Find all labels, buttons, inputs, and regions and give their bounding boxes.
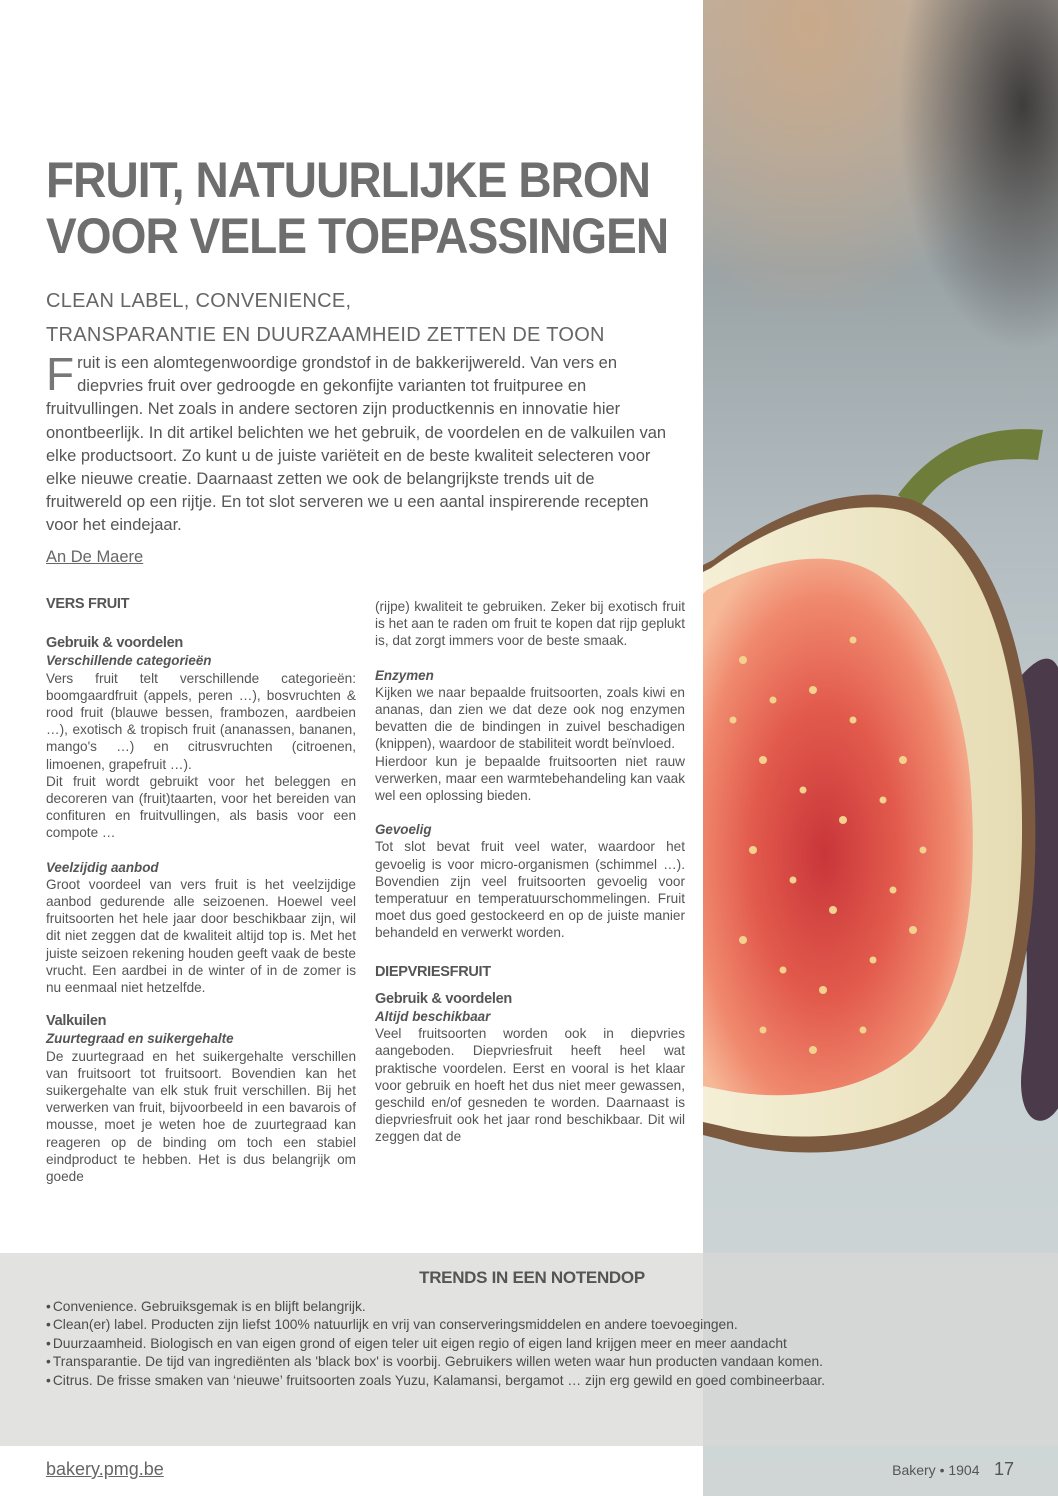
author-byline[interactable]: An De Maere xyxy=(46,548,144,566)
section-heading-vers-fruit: VERS FRUIT xyxy=(46,596,130,612)
subtitle-line-1: CLEAN LABEL, CONVENIENCE, xyxy=(46,290,352,312)
list-item: • Convenience. Gebruiksgemak is en blijft belangrijk. xyxy=(46,1298,825,1316)
title-line-1: FRUIT, NATUURLIJKE BRON xyxy=(46,152,651,208)
paragraph-aanbod: Groot voordeel van vers fruit is het veelzijdige aanbod gedurende alle seizoenen. Hoewel veel fruitsoorten het hele jaar door beschikbaar zijn, wil dit niet zeggen dat de kwaliteit altijd top is. Met het juiste seizoen rekening houden geeft vaak de beste vrucht. Een aardbei in de winter of in de zomer is nu eenmaal niet hetzelfde. xyxy=(46,876,356,996)
drop-cap: F xyxy=(46,348,75,400)
page-number: 17 xyxy=(993,1459,1014,1479)
trends-list xyxy=(46,1298,825,1390)
trends-box xyxy=(0,1253,1058,1446)
paragraph-beschikbaar: Veel fruitsoorten worden ook in diepvries aangeboden. Diepvriesfruit heeft heel wat praktische voordelen. Eerst en vooral is het klaar voor gebruik en hoeft het dus niet meer gewassen, geschild en/of gesneden te worden. Daarnaast is diepvriesfruit ook het jaar rond beschikbaar. Dit wil zeggen dat de xyxy=(375,1026,685,1145)
column-2 xyxy=(375,598,685,1146)
title-line-2: VOOR VELE TOEPASSINGEN xyxy=(46,208,669,264)
subheading-categorieen: Verschillende categorieën xyxy=(46,653,212,669)
subheading-beschikbaar: Altijd beschikbaar xyxy=(375,1009,491,1025)
magazine-issue: Bakery • 1904 xyxy=(892,1462,980,1478)
subheading-aanbod: Veelzijdig aanbod xyxy=(46,859,159,875)
website-link[interactable]: bakery.pmg.be xyxy=(46,1459,164,1479)
paragraph-enzymen-1: Kijken we naar bepaalde fruitsoorten, zoals kiwi en ananas, dan zien we dat deze ook nog enzymen bevatten die de bindingen in zuivel beschadigen (knippen), waardoor de stabiliteit wordt beïnvloed. xyxy=(375,684,685,752)
paragraph-enzymen-2: Hierdoor kun je bepaalde fruitsoorten niet rauw verwerken, maar een warmtebehandeling kan vaak wel een oplossing bieden. xyxy=(375,753,685,804)
article-title xyxy=(46,152,669,264)
heading-gebruik-voordelen: Gebruik & voordelen xyxy=(46,635,183,652)
subheading-zuurtegraad: Zuurtegraad en suikergehalte xyxy=(46,1031,234,1047)
article-subtitle xyxy=(46,284,696,352)
column-1 xyxy=(46,596,356,1185)
heading-valkuilen: Valkuilen xyxy=(46,1013,107,1030)
paragraph-rijpe: (rijpe) kwaliteit te gebruiken. Zeker bij exotisch fruit is het aan te raden om fruit te kopen dat rijp geplukt is, dat zorgt immers voor de beste smaak. xyxy=(375,599,685,649)
page-footer xyxy=(892,1459,1014,1480)
intro-paragraph xyxy=(46,348,674,538)
subheading-gevoelig: Gevoelig xyxy=(375,822,432,838)
list-item: • Clean(er) label. Producten zijn liefst 100% natuurlijk en vrij van conserveringsmiddelen en andere toevoegingen. xyxy=(46,1316,825,1334)
paragraph-zuurtegraad: De zuurtegraad en het suikergehalte verschillen van fruitsoort tot fruitsoort. Bovendien kan het suikergehalte van elk stuk fruit verschillen. Bij het verwerken van fruit, bijvoorbeeld in een bavarois of mousse, moet je weten hoe de zuurtegraad kan reageren op de binding om toch een stabiel eindproduct te hebben. Het is dus belangrijk om goede xyxy=(46,1048,356,1185)
subheading-enzymen: Enzymen xyxy=(375,667,434,683)
list-item: • Duurzaamheid. Biologisch en van eigen grond of eigen teler uit eigen regio of eigen land krijgen meer en meer aandacht xyxy=(46,1335,825,1353)
paragraph-categorieen: Vers fruit telt verschillende categorieën: boomgaardfruit (appels, peren …), bosvruchten & rood fruit (blauwe bessen, frambozen, aardbeien …), exotisch & tropisch fruit (ananassen, bananen, mango's …) en citrusvruchten (citroenen, limoenen, grapefruit …). xyxy=(46,670,356,772)
list-item: • Transparantie. De tijd van ingrediënten als 'black box' is voorbij. Gebruikers willen weten waar hun producten vandaan komen. xyxy=(46,1353,825,1371)
paragraph-gebruik: Dit fruit wordt gebruikt voor het beleggen en decoreren van (fruit)taarten, voor het bereiden van confituren en fruitvullingen, als basis voor een compote … xyxy=(46,773,356,841)
intro-text: ruit is een alomtegenwoordige grondstof in de bakkerijwereld. Van vers en diepvries fruit over gedroogde en gekonfijte varianten tot fruitpuree en fruitvullingen. Net zoals in andere sectoren zijn productkennis en innovatie hier onontbeerlijk. In dit artikel belichten we het gebruik, de voordelen en de valkuilen van elke productsoort. Zo kunt u de juiste variëteit en de beste kwaliteit selecteren voor elke nieuwe creatie. Daarnaast zetten we ook de belangrijkste trends uit de fruitwereld op een rijtje. En tot slot serveren we u een aantal inspirerende recepten voor het eindejaar. xyxy=(46,354,667,535)
section-heading-diepvriesfruit: DIEPVRIESFRUIT xyxy=(375,963,491,980)
trends-title: TRENDS IN EEN NOTENDOP xyxy=(419,1268,645,1287)
list-item: • Citrus. De frisse smaken van ‘nieuwe’ fruitsoorten zoals Yuzu, Kalamansi, bergamot … zijn erg gewild en goed combineerbaar. xyxy=(46,1372,825,1390)
paragraph-gevoelig: Tot slot bevat fruit veel water, waardoor het gevoelig is voor micro-organismen (schimmel …). Bovendien zijn veel fruitsoorten gevoelig voor temperatuur en temperatuurschommelingen. Fruit moet dus goed gestockeerd en op de juiste manier behandeld en verwerkt worden. xyxy=(375,839,685,941)
heading-gebruik-voordelen-2: Gebruik & voordelen xyxy=(375,990,512,1007)
subtitle-line-2: TRANSPARANTIE EN DUURZAAMHEID ZETTEN DE TOON xyxy=(46,324,605,346)
